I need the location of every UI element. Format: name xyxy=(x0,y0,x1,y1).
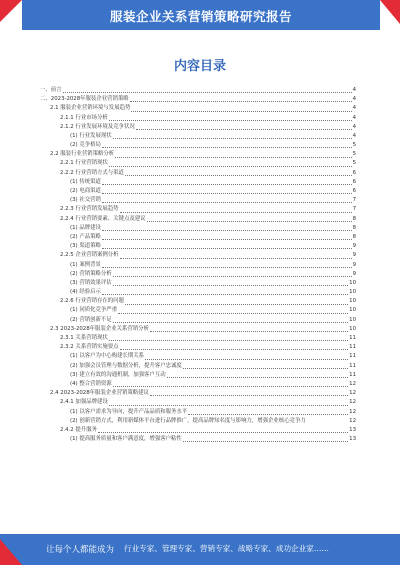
toc-entry-label: (1) 以客户为中心构建长期关系 xyxy=(70,353,145,360)
toc-leader-dots xyxy=(131,110,351,112)
footer-tags: 行业专家、管理专家、营销专家、战略专家、成功企业家…… xyxy=(124,544,330,553)
toc-entry-label: 2.3 2023-2028年服装企业关系营销分析 xyxy=(50,325,149,332)
toc-entry-label: (3) 建立有效的沟通机制，加强客户互动 xyxy=(70,371,166,378)
toc-page-number: 6 xyxy=(352,188,356,195)
toc-page-number: 10 xyxy=(349,298,356,305)
toc-entry[interactable] xyxy=(40,307,356,316)
toc-entry[interactable] xyxy=(40,215,356,224)
toc-entry-label: 2.4 2023-2028年服装企业营销策略建议 xyxy=(50,390,149,397)
toc-entry[interactable] xyxy=(40,150,356,159)
toc-page-number: 10 xyxy=(349,325,356,332)
toc-leader-dots xyxy=(150,330,348,332)
toc-leader-dots xyxy=(113,321,348,323)
toc-entry[interactable] xyxy=(40,270,356,279)
toc-leader-dots xyxy=(136,128,352,130)
toc-entry[interactable] xyxy=(40,114,356,123)
toc-entry[interactable] xyxy=(40,86,356,95)
toc-entry-label: (3) 营销效果评估 xyxy=(70,279,112,286)
toc-entry[interactable] xyxy=(40,343,356,352)
toc-leader-dots xyxy=(109,404,348,406)
toc-leader-dots xyxy=(102,183,352,185)
toc-page-number: 6 xyxy=(352,169,356,176)
toc-leader-dots xyxy=(102,238,352,240)
toc-entry-label: 一、前言 xyxy=(40,86,62,93)
toc-entry[interactable] xyxy=(40,95,356,104)
toc-entry-label: 二、2023-2028年服装企业营销策略 xyxy=(40,96,129,103)
toc-leader-dots xyxy=(147,220,352,222)
toc-page-number: 7 xyxy=(352,206,356,213)
toc-entry[interactable] xyxy=(40,398,356,407)
header-red-corner-right xyxy=(380,0,400,24)
footer-slogan: 让每个人都能成为 xyxy=(46,545,115,555)
footer-banner xyxy=(0,534,400,565)
toc-leader-dots xyxy=(109,119,352,121)
toc-leader-dots xyxy=(102,247,352,249)
toc-entry-label: 2.2 服装行业营销策略分析 xyxy=(50,151,115,158)
toc-leader-dots xyxy=(120,257,352,259)
toc-entry-label: 2.2.1 行业营销现状 xyxy=(60,160,108,167)
toc-entry-label: (1) 传统渠道 xyxy=(70,178,101,185)
toc-entry[interactable] xyxy=(40,205,356,214)
toc-entry[interactable] xyxy=(40,242,356,251)
toc-entry[interactable] xyxy=(40,362,356,371)
toc-entry[interactable] xyxy=(40,389,356,398)
toc-page-number: 10 xyxy=(349,279,356,286)
toc-entry-label: (2) 营销策略分析 xyxy=(70,270,112,277)
toc-page-number: 4 xyxy=(352,96,356,103)
toc-entry[interactable] xyxy=(40,435,356,444)
toc-leader-dots xyxy=(113,385,348,387)
toc-page-number: 12 xyxy=(349,390,356,397)
header-red-corner-left xyxy=(0,0,22,22)
toc-entry[interactable] xyxy=(40,288,356,297)
toc-leader-dots xyxy=(113,137,352,139)
toc-leader-dots xyxy=(118,312,348,314)
toc-leader-dots xyxy=(63,91,352,93)
toc-page-number: 12 xyxy=(349,399,356,406)
toc-page-number: 13 xyxy=(349,426,356,433)
toc-entry-label: (4) 经验启示 xyxy=(70,289,101,296)
toc-page-number: 9 xyxy=(352,270,356,277)
toc-entry-label: 2.2.2 行业营销方式与渠道 xyxy=(60,169,124,176)
toc-entry[interactable] xyxy=(40,279,356,288)
toc-leader-dots xyxy=(183,367,348,369)
toc-entry[interactable] xyxy=(40,380,356,389)
toc-leader-dots xyxy=(102,229,352,231)
toc-entry-label: (3) 渠道策略 xyxy=(70,243,101,250)
toc-entry-label: (1) 案例背景 xyxy=(70,261,101,268)
toc-entry-label: (3) 社交营销 xyxy=(70,197,101,204)
toc-entry[interactable] xyxy=(40,352,356,361)
toc-entry-label: 2.2.3 行业营销发展趋势 xyxy=(60,206,119,213)
toc-leader-dots xyxy=(188,413,348,415)
toc-entry-label: 2.2.5 企业营销案例分析 xyxy=(60,252,119,259)
toc-entry-label: (2) 电商渠道 xyxy=(70,188,101,195)
toc-page-number: 12 xyxy=(349,417,356,424)
toc-page-number: 11 xyxy=(349,353,356,360)
toc-page-number: 11 xyxy=(349,344,356,351)
report-title: 服装企业关系营销策略研究报告 xyxy=(109,9,292,24)
toc-entry-label: 2.2.4 行业营销要素、关键点及建议 xyxy=(60,215,146,222)
toc-heading: 内容目录 xyxy=(173,59,226,74)
toc-leader-dots xyxy=(115,156,351,158)
toc-entry-label: 2.4.2 提升服务 xyxy=(60,426,97,433)
toc-leader-dots xyxy=(125,303,348,305)
toc-leader-dots xyxy=(183,440,348,442)
toc-leader-dots xyxy=(120,348,349,350)
toc-leader-dots xyxy=(130,100,352,102)
toc-page-number: 9 xyxy=(352,252,356,259)
toc-page-number: 4 xyxy=(352,86,356,93)
toc-entry[interactable] xyxy=(40,334,356,343)
toc-entry[interactable] xyxy=(40,104,356,113)
toc-entry-label: 2.4.1 加强品牌建设 xyxy=(60,399,108,406)
toc-page-number: 6 xyxy=(352,178,356,185)
toc-entry[interactable] xyxy=(40,123,356,132)
toc-leader-dots xyxy=(109,165,352,167)
toc-entry-label: (1) 提高服务质量和客户满意度，增强客户粘性 xyxy=(70,436,182,443)
toc-page-number: 7 xyxy=(352,197,356,204)
toc-page-number: 10 xyxy=(349,316,356,323)
toc-entry[interactable] xyxy=(40,196,356,205)
toc-page-number: 9 xyxy=(352,243,356,250)
toc-entry-label: 2.1 服装企业营销环境与发展趋势 xyxy=(50,105,131,112)
toc-page-number: 5 xyxy=(352,151,356,158)
toc-page-number: 11 xyxy=(349,371,356,378)
toc-entry[interactable] xyxy=(40,325,356,334)
toc-entry-label: 2.2.6 行业营销存在的问题 xyxy=(60,298,124,305)
toc-entry-label: (2) 竞争格局 xyxy=(70,142,101,149)
toc-entry-label: (2) 产品策略 xyxy=(70,233,101,240)
toc-entry[interactable] xyxy=(40,371,356,380)
toc-entry-label: 2.3.2 关系营销实施要点 xyxy=(60,344,119,351)
toc-page-number: 10 xyxy=(349,289,356,296)
toc-page-number: 5 xyxy=(352,142,356,149)
toc-leader-dots xyxy=(102,201,352,203)
toc-entry-label: (2) 加强会员管理与数据分析，提升客户忠诚度 xyxy=(70,362,182,369)
toc-entry[interactable] xyxy=(40,408,356,417)
toc-leader-dots xyxy=(150,394,348,396)
toc-leader-dots xyxy=(98,431,348,433)
toc-entry[interactable] xyxy=(40,169,356,178)
toc-page-number: 9 xyxy=(352,261,356,268)
toc-page-number: 13 xyxy=(349,436,356,443)
toc-leader-dots xyxy=(113,275,352,277)
toc-page-number: 10 xyxy=(349,307,356,314)
toc-leader-dots xyxy=(102,293,348,295)
toc-page-number: 8 xyxy=(352,215,356,222)
toc-entry[interactable] xyxy=(40,141,356,150)
toc-entry[interactable] xyxy=(40,160,356,169)
toc-page-number: 4 xyxy=(352,114,356,121)
toc-entry[interactable] xyxy=(40,187,356,196)
toc-page-number: 8 xyxy=(352,233,356,240)
toc-entry[interactable] xyxy=(40,233,356,242)
table-of-contents xyxy=(40,86,356,444)
toc-page-number: 11 xyxy=(349,362,356,369)
toc-entry[interactable] xyxy=(40,251,356,260)
toc-entry[interactable] xyxy=(40,316,356,325)
toc-page-number: 4 xyxy=(352,105,356,112)
toc-page-number: 8 xyxy=(352,224,356,231)
toc-entry-label: 2.3.1 关系营销现状 xyxy=(60,335,108,342)
toc-entry-label: (2) 创新营销方式，利用新媒体平台进行品牌推广，提高品牌知名度与影响力，增强企业核心竞争力 xyxy=(70,417,306,424)
toc-entry-label: 2.1.2 行业发展环境及竞争状况 xyxy=(60,123,135,130)
toc-entry-label: (1) 同质化竞争严重 xyxy=(70,307,118,314)
toc-leader-dots xyxy=(125,174,352,176)
toc-leader-dots xyxy=(145,358,348,360)
toc-entry-label: (1) 以客户需求为导向，提升产品品质和服务水平 xyxy=(70,408,188,415)
toc-leader-dots xyxy=(109,339,348,341)
toc-leader-dots xyxy=(102,192,352,194)
toc-entry-label: (2) 营销创新不足 xyxy=(70,316,112,323)
toc-leader-dots xyxy=(102,146,352,148)
footer-red-corner xyxy=(0,539,22,565)
toc-page-number: 4 xyxy=(352,123,356,130)
toc-entry[interactable] xyxy=(40,426,356,435)
toc-leader-dots xyxy=(120,211,352,213)
toc-entry[interactable] xyxy=(40,261,356,270)
toc-entry[interactable] xyxy=(40,132,356,141)
toc-entry-label: (1) 品牌建设 xyxy=(70,224,101,231)
toc-entry-label: (4) 整合营销资源 xyxy=(70,380,112,387)
toc-page-number: 5 xyxy=(352,160,356,167)
toc-entry[interactable] xyxy=(40,178,356,187)
toc-entry[interactable] xyxy=(40,417,356,426)
toc-page-number: 12 xyxy=(349,380,356,387)
toc-page-number: 4 xyxy=(352,132,356,139)
toc-entry-label: (1) 行业发展现状 xyxy=(70,132,112,139)
toc-entry-label: 2.1.1 行业市场分析 xyxy=(60,114,108,121)
toc-leader-dots xyxy=(113,284,348,286)
toc-page-number: 11 xyxy=(349,335,356,342)
toc-entry[interactable] xyxy=(40,224,356,233)
toc-leader-dots xyxy=(167,376,349,378)
header-banner xyxy=(0,0,400,32)
toc-entry[interactable] xyxy=(40,297,356,306)
toc-leader-dots xyxy=(102,266,352,268)
toc-page-number: 12 xyxy=(349,408,356,415)
